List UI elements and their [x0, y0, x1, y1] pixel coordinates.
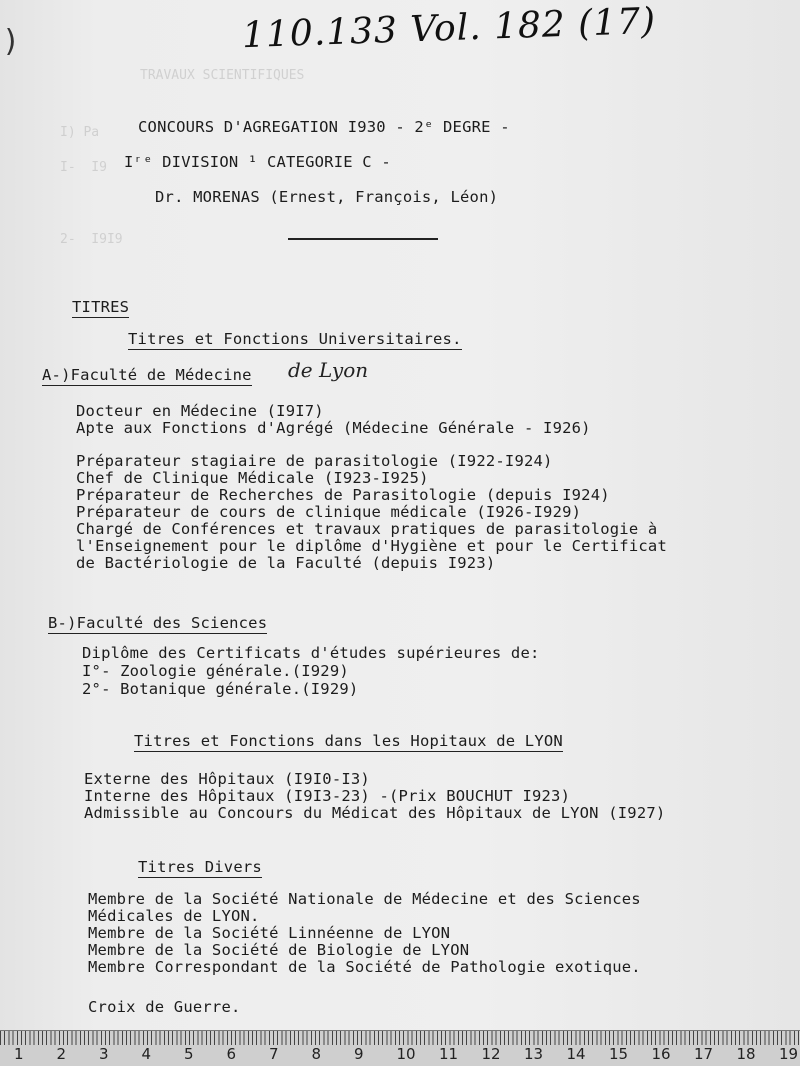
ruler-number: 14 — [566, 1045, 586, 1063]
faculty-medecine-label: A-)Faculté de Médecine — [42, 366, 252, 384]
list-item: Externe des Hôpitaux (I9I0-I3) — [84, 770, 370, 788]
list-item: Membre Correspondant de la Société de Pathologie exotique. — [88, 958, 641, 976]
list-item: Membre de la Société Linnéenne de LYON — [88, 924, 451, 942]
list-item: Membre de la Société de Biologie de LYON — [88, 941, 470, 959]
ruler-number: 11 — [439, 1045, 459, 1063]
list-item: Interne des Hôpitaux (I9I3-23) -(Prix BOUCHUT I923) — [84, 787, 571, 805]
header-divider — [288, 238, 438, 240]
measuring-ruler — [0, 1030, 800, 1066]
list-item: Apte aux Fonctions d'Agrégé (Médecine Générale - I926) — [76, 419, 591, 437]
ruler-number: 1 — [14, 1045, 24, 1063]
header-line-1: CONCOURS D'AGREGATION I930 - 2ᵉ DEGRE - — [138, 118, 510, 136]
ruler-number: 9 — [354, 1045, 364, 1063]
list-item: Chargé de Conférences et travaux pratiques de parasitologie à — [76, 520, 658, 538]
header-line-3: Dr. MORENAS (Ernest, François, Léon) — [155, 188, 499, 206]
divers-heading: Titres Divers — [138, 858, 262, 876]
ruler-number: 5 — [184, 1045, 194, 1063]
ruler-number: 15 — [609, 1045, 629, 1063]
ruler-number: 16 — [651, 1045, 671, 1063]
hopitaux-heading: Titres et Fonctions dans les Hopitaux de LYON — [134, 732, 563, 750]
list-item: Chef de Clinique Médicale (I923-I925) — [76, 469, 429, 487]
list-item: I°- Zoologie générale.(I929) — [82, 662, 349, 680]
ruler-ticks — [0, 1031, 800, 1045]
ruler-number: 13 — [524, 1045, 544, 1063]
list-item: de Bactériologie de la Faculté (depuis I923) — [76, 554, 496, 572]
list-item: Préparateur de cours de clinique médicale (I926-I929) — [76, 503, 582, 521]
ruler-number: 10 — [396, 1045, 416, 1063]
ruler-number: 12 — [481, 1045, 501, 1063]
bleed-through-text: 2- I9I9 — [60, 232, 123, 247]
list-item: Docteur en Médecine (I9I7) — [76, 402, 324, 420]
bleed-through-text: I- I9 — [60, 160, 107, 175]
list-item: Admissible au Concours du Médicat des Hôpitaux de LYON (I927) — [84, 804, 666, 822]
bleed-through-text: I) Pa — [60, 125, 100, 140]
univ-heading: Titres et Fonctions Universitaires. — [128, 330, 462, 348]
ruler-number: 3 — [99, 1045, 109, 1063]
ruler-number: 2 — [56, 1045, 67, 1063]
list-item: Préparateur de Recherches de Parasitologie (depuis I924) — [76, 486, 610, 504]
handwritten-annotation: de Lyon — [288, 358, 369, 382]
ruler-number: 18 — [736, 1045, 756, 1063]
margin-mark: ) — [2, 24, 21, 59]
list-item: l'Enseignement pour le diplôme d'Hygiène et pour le Certificat — [76, 537, 667, 555]
ruler-number: 8 — [311, 1045, 322, 1063]
list-item: Médicales de LYON. — [88, 907, 260, 925]
list-item: Préparateur stagiaire de parasitologie (I922-I924) — [76, 452, 553, 470]
ruler-number: 7 — [269, 1045, 279, 1063]
list-item: Diplôme des Certificats d'études supérieures de: — [82, 644, 540, 662]
list-item: 2°- Botanique générale.(I929) — [82, 680, 359, 698]
ruler-number: 4 — [141, 1045, 152, 1063]
ruler-number: 6 — [226, 1045, 237, 1063]
bleed-through-text: TRAVAUX SCIENTIFIQUES — [140, 68, 305, 83]
ruler-number: 19 — [779, 1045, 799, 1063]
titres-heading: TITRES — [72, 298, 130, 316]
archive-reference: 110.133 Vol. 182 (17) — [241, 0, 657, 57]
faculty-sciences-label: B-)Faculté des Sciences — [48, 614, 268, 632]
ruler-number: 17 — [694, 1045, 714, 1063]
croix-de-guerre: Croix de Guerre. — [88, 998, 241, 1016]
list-item: Membre de la Société Nationale de Médecine et des Sciences — [88, 890, 641, 908]
header-line-2: Iʳᵉ DIVISION ¹ CATEGORIE C - — [124, 153, 391, 171]
